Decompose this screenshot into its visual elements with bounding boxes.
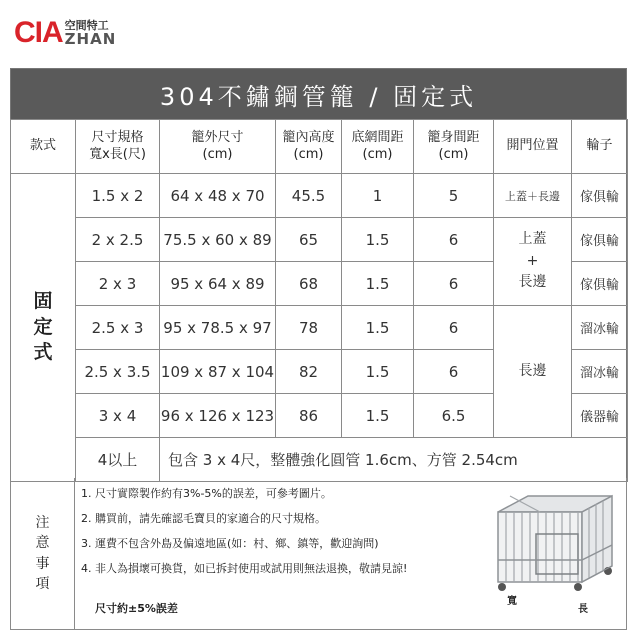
- size-cell: 2 x 2.5: [76, 218, 160, 262]
- size-cell: 2.5 x 3.5: [76, 350, 160, 394]
- header-door-position: 開門位置: [494, 120, 572, 174]
- wheel-cell: 儀器輪: [572, 394, 628, 438]
- outer-size-cell: 75.5 x 60 x 89: [160, 218, 276, 262]
- outer-size-cell: 95 x 64 x 89: [160, 262, 276, 306]
- table-row-extra: [11, 438, 628, 482]
- length-label: 長: [578, 604, 588, 615]
- body-spacing-cell: 6.5: [414, 394, 494, 438]
- note-item: 4. 非人為損壞可換貨，如已拆封使用或試用則無法退換，敬請見諒!: [81, 562, 408, 575]
- size-cell: 1.5 x 2: [76, 174, 160, 218]
- body-spacing-cell: 5: [414, 174, 494, 218]
- size-cell: 3 x 4: [76, 394, 160, 438]
- notes-list: [81, 488, 491, 588]
- floor-spacing-cell: 1.5: [342, 262, 414, 306]
- outer-size-cell: 64 x 48 x 70: [160, 174, 276, 218]
- wheel-cell: 溜冰輪: [572, 350, 628, 394]
- floor-spacing-cell: 1.5: [342, 350, 414, 394]
- floor-spacing-cell: 1.5: [342, 218, 414, 262]
- inner-height-cell: 82: [276, 350, 342, 394]
- spec-table: [10, 119, 628, 482]
- inner-height-cell: 45.5: [276, 174, 342, 218]
- wheel-cell: 傢俱輪: [572, 174, 628, 218]
- floor-spacing-cell: 1.5: [342, 306, 414, 350]
- outer-size-cell: 109 x 87 x 104: [160, 350, 276, 394]
- header-size: 尺寸規格 寬x長(尺): [76, 120, 160, 174]
- floor-spacing-cell: 1.5: [342, 394, 414, 438]
- style-cell: 固 定 式: [11, 174, 76, 482]
- wheel-cell: 傢俱輪: [572, 218, 628, 262]
- tolerance-note: 尺寸約±5%誤差: [95, 602, 178, 615]
- notes-label: 注 意 事 項: [11, 478, 75, 629]
- header-style: 款式: [11, 120, 76, 174]
- door-position-cell: 長邊: [494, 306, 572, 438]
- cage-illustration: [490, 490, 618, 598]
- wheel-cell: 溜冰輪: [572, 306, 628, 350]
- body-spacing-cell: 6: [414, 306, 494, 350]
- note-item: 2. 購買前，請先確認毛寶貝的家適合的尺寸規格。: [81, 512, 326, 525]
- table-row: [11, 174, 628, 218]
- note-item: 1. 尺寸實際製作約有3%-5%的誤差，可參考圖片。: [81, 487, 332, 500]
- inner-height-cell: 86: [276, 394, 342, 438]
- logo-chinese-name: 空間特工: [64, 18, 109, 32]
- inner-height-cell: 68: [276, 262, 342, 306]
- table-header-row: [11, 120, 628, 174]
- header-body-spacing: 籠身間距 (cm): [414, 120, 494, 174]
- outer-size-cell: 95 x 78.5 x 97: [160, 306, 276, 350]
- header-wheel: 輪子: [572, 120, 628, 174]
- width-label: 寬: [507, 596, 517, 607]
- size-cell: 2.5 x 3: [76, 306, 160, 350]
- header-floor-spacing: 底網間距 (cm): [342, 120, 414, 174]
- size-cell: 4以上: [76, 438, 160, 482]
- floor-spacing-cell: 1: [342, 174, 414, 218]
- body-spacing-cell: 6: [414, 350, 494, 394]
- logo-mark: CIA: [14, 16, 63, 49]
- extra-description-cell: 包含 3 x 4尺，整體強化圓管 1.6cm、方管 2.54cm: [160, 438, 628, 482]
- inner-height-cell: 65: [276, 218, 342, 262]
- table-row: [11, 306, 628, 350]
- inner-height-cell: 78: [276, 306, 342, 350]
- door-position-cell: 上蓋＋長邊: [494, 174, 572, 218]
- note-item: 3. 運費不包含外島及偏遠地區(如：村、鄉、鎮等，歡迎詢問): [81, 537, 379, 550]
- table-row: [11, 218, 628, 262]
- body-spacing-cell: 6: [414, 218, 494, 262]
- door-position-cell: 上蓋 + 長邊: [494, 218, 572, 306]
- page-title: 304不鏽鋼管籠 / 固定式: [11, 69, 626, 119]
- header-inner-height: 籠內高度 (cm): [276, 120, 342, 174]
- size-cell: 2 x 3: [76, 262, 160, 306]
- brand-logo: [14, 18, 116, 48]
- logo-english-name: ZHAN: [64, 29, 117, 48]
- header-outer-size: 籠外尺寸 (cm): [160, 120, 276, 174]
- wheel-cell: 傢俱輪: [572, 262, 628, 306]
- body-spacing-cell: 6: [414, 262, 494, 306]
- outer-size-cell: 96 x 126 x 123: [160, 394, 276, 438]
